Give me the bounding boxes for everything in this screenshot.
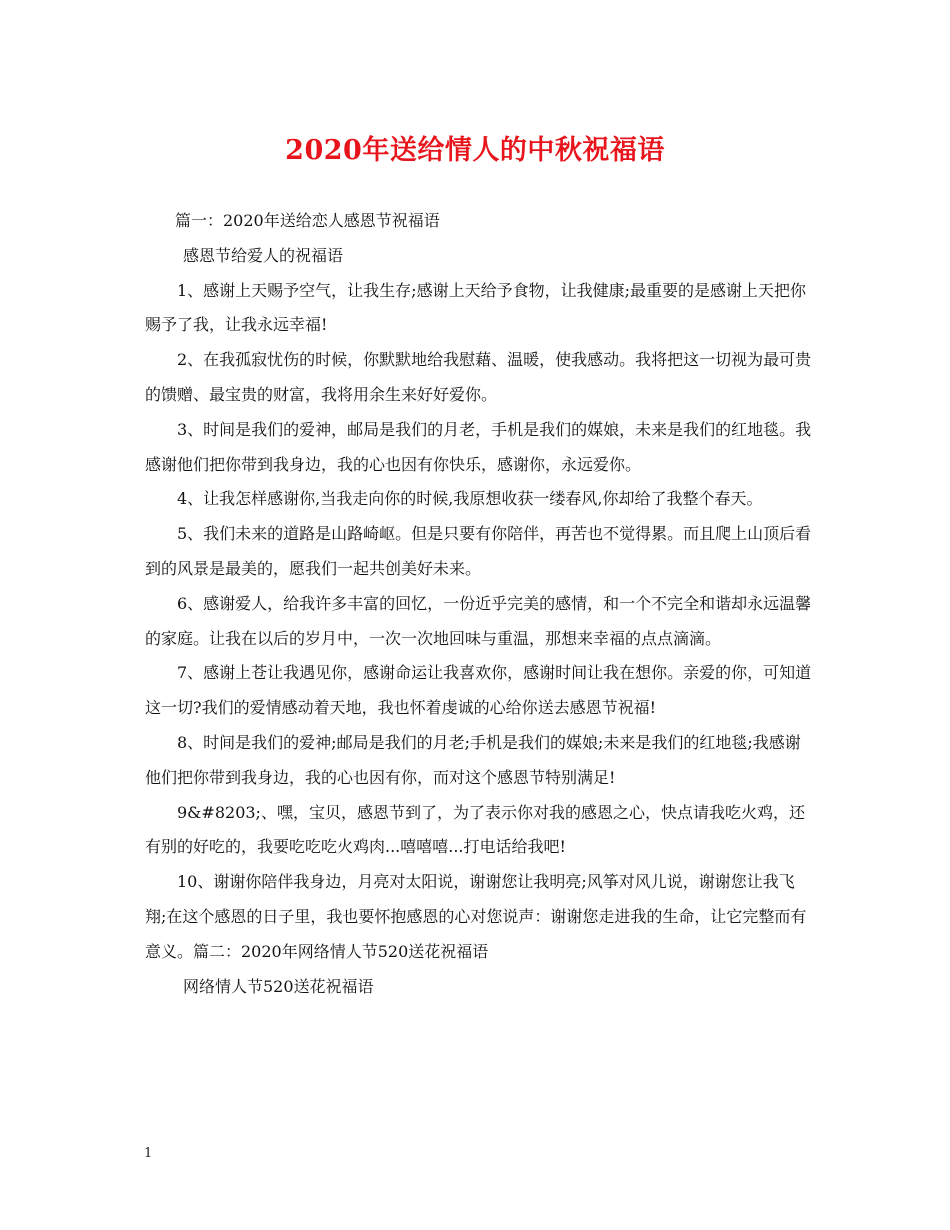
section-heading: 篇一：2020年送给恋人感恩节祝福语: [175, 211, 440, 230]
paragraph: 8、时间是我们的爱神;邮局是我们的月老;手机是我们的媒娘;未来是我们的红地毯;我感谢他们把你带到我身边，我的心也因有你，而对这个感恩节特别满足!: [145, 732, 801, 787]
paragraph: 5、我们未来的道路是山路崎岖。但是只要有你陪伴，再苦也不觉得累。而且爬上山顶后看到的风景是最美的，愿我们一起共创美好未来。: [145, 524, 812, 578]
paragraph: 6、感谢爱人，给我许多丰富的回忆，一份近乎完美的感情，和一个不完全和谐却永远温馨的家庭。让我在以后的岁月中，一次一次地回味与重温，那想来幸福的点点滴滴。: [145, 593, 812, 648]
paragraph: 10、谢谢你陪伴我身边，月亮对太阳说，谢谢您让我明亮;风筝对风儿说，谢谢您让我飞翔;在这个感恩的日子里，我也要怀抱感恩的心对您说声：谢谢您走进我的生命，让它完整而有意义。篇二：2020年网络情人节520送花祝福语: [145, 872, 807, 961]
document-body: [145, 204, 815, 1004]
subsection-heading: 网络情人节520送花祝福语: [183, 976, 374, 996]
paragraph: 1、感谢上天赐予空气，让我生存;感谢上天给予食物，让我健康;最重要的是感谢上天把你赐予了我，让我永远幸福!: [145, 280, 806, 335]
document-title: 2020年送给情人的中秋祝福语: [285, 135, 665, 166]
paragraph: 4、让我怎样感谢你,当我走向你的时候,我原想收获一缕春风,你却给了我整个春天。: [177, 489, 763, 509]
paragraph: 2、在我孤寂忧伤的时候，你默默地给我慰藉、温暖，使我感动。我将把这一切视为最可贵的馈赠、最宝贵的财富，我将用余生来好好爱你。: [145, 350, 812, 404]
paragraph: 9&#8203;、嘿，宝贝，感恩节到了，为了表示你对我的感恩之心，快点请我吃火鸡，还有别的好吃的，我要吃吃吃火鸡肉...嘻嘻嘻...打电话给我吧!: [145, 802, 805, 857]
paragraph: 7、感谢上苍让我遇见你，感谢命运让我喜欢你，感谢时间让我在想你。亲爱的你，可知道这一切?我们的爱情感动着天地，我也怀着虔诚的心给你送去感恩节祝福!: [145, 663, 812, 718]
page-number: 1: [144, 1146, 153, 1161]
paragraph: 3、时间是我们的爱神，邮局是我们的月老，手机是我们的媒娘，未来是我们的红地毯。我感谢他们把你带到我身边，我的心也因有你快乐，感谢你，永远爱你。: [145, 419, 812, 474]
subsection-heading: 感恩节给爱人的祝福语: [183, 245, 344, 265]
